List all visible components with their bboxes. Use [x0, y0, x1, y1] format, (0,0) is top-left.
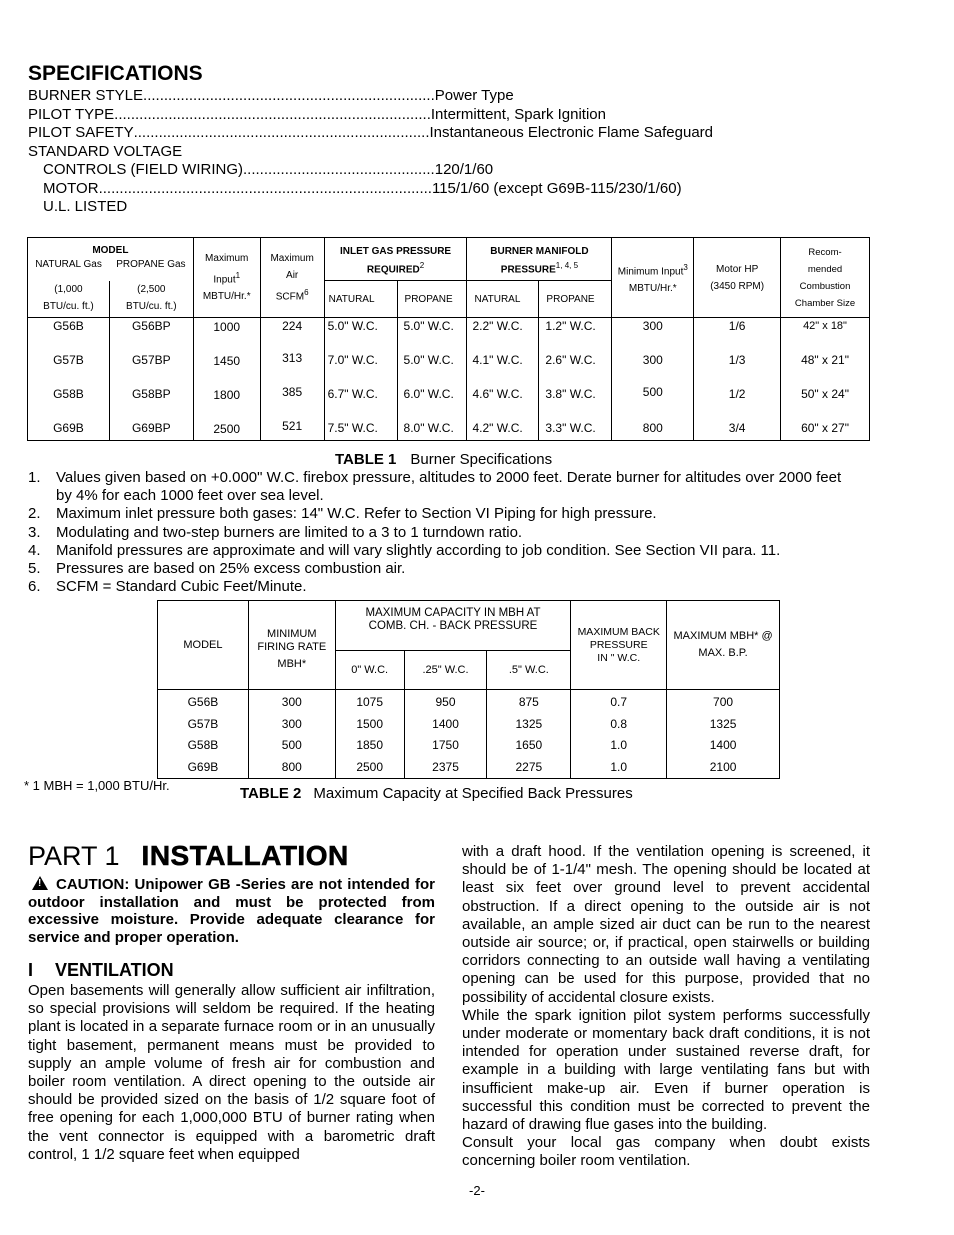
column-min-input [612, 318, 694, 441]
cell: 1450 [213, 354, 241, 369]
spec-row-standard-voltage [28, 143, 888, 162]
part-label: PART 1 [28, 841, 120, 871]
cell: 7.0" W.C. [327, 353, 378, 368]
footnote-ref: 1, 4, 5 [555, 261, 579, 270]
specifications-list [28, 87, 888, 217]
note-text: Modulating and two-step burners are limited to a 3 to 1 turndown ratio. [56, 523, 523, 541]
cell: 7.5" W.C. [327, 421, 378, 436]
spec-label: PILOT SAFETY [28, 124, 134, 141]
table-body-row [158, 690, 780, 779]
cell: 5.0" W.C. [403, 353, 454, 368]
header-max-mbh-1: MAXIMUM MBH* @ [673, 630, 773, 642]
column-max-back [571, 690, 667, 779]
spec-leader: ....................................................................... [133, 124, 430, 141]
paragraph: Consult your local gas company when doubt exists concerning boiler room ventilation. [462, 1134, 870, 1170]
cell: 2500 [213, 422, 241, 437]
cell: 385 [282, 385, 303, 400]
cell: 1850 [356, 738, 384, 752]
cell: 4.2" W.C. [472, 421, 523, 436]
note-number: 1. [28, 469, 41, 486]
spec-value: Instantaneous Electronic Flame Safeguard [429, 124, 713, 141]
header-propane-btu-1: (2,500 [137, 283, 166, 295]
column-min-firing [248, 690, 335, 779]
note-text: SCFM = Standard Cubic Feet/Minute. [56, 578, 307, 596]
cell: 1750 [432, 738, 459, 752]
cell: 1.0 [610, 759, 628, 774]
cell: 6.7" W.C. [327, 387, 378, 402]
header-model: MODEL [158, 601, 249, 690]
note-item [28, 542, 878, 560]
header-model: MODEL [92, 245, 129, 256]
header-max-cap-1: MAXIMUM CAPACITY IN MBH AT [365, 607, 541, 619]
spec-leader: ...................................................................... [143, 87, 435, 104]
cell: 1400 [432, 716, 459, 731]
cell: 60" x 27" [801, 421, 849, 436]
warning-icon: ! [32, 876, 48, 890]
header-inlet-propane: PROPANE [404, 293, 453, 305]
spec-label: STANDARD VOLTAGE [28, 142, 183, 160]
header-max-cap-2: COMB. CH. - BACK PRESSURE [368, 620, 538, 632]
spec-label: PILOT TYPE [28, 105, 115, 123]
note-item [28, 524, 878, 542]
header-max-back-1: MAXIMUM BACK [577, 625, 660, 638]
note-item [28, 578, 878, 596]
note-number: 3. [28, 523, 41, 541]
header-min-firing-1: MINIMUM [267, 628, 317, 640]
cell: 50" x 24" [801, 387, 849, 402]
cell: 1325 [515, 716, 543, 731]
note-text: Values given based on +0.000" W.C. firebox pressure, altitudes to 2000 feet. Derate burner for altitudes over 2000 feet by 4% for each 1000 feet over sea level. [56, 469, 842, 505]
header-max-input-3: MBTU/Hr.* [202, 291, 251, 303]
cell: 1400 [709, 738, 737, 752]
header-bp-5: .5" W.C. [487, 651, 571, 690]
cell: G69B [53, 421, 84, 436]
note-number: 4. [28, 541, 41, 559]
cell: 700 [713, 695, 734, 709]
column-max-input [193, 318, 260, 441]
cell: 500 [642, 385, 663, 400]
cell: 1075 [356, 695, 384, 709]
header-bp-0: 0" W.C. [335, 651, 404, 690]
paragraph: While the spark ignition pilot system performs successfully under moderate or momentary back draft conditions, it is not intended for operation under sustained reverse draft, for example in a building with large ventilating fans but with insufficient make-up air. Even if burner operation is successful this condition must be corrected to prevent the hazard of drawing flue gases into the building. [462, 1006, 870, 1134]
header-propane-gas: PROPANE Gas [116, 259, 186, 270]
cell: G56B [187, 695, 219, 709]
cell: 1650 [515, 738, 543, 752]
spec-row-motor [28, 180, 888, 199]
spec-row-controls [28, 161, 888, 180]
column-natural-models [28, 318, 110, 441]
header-manifold-propane: PROPANE [546, 293, 595, 305]
note-item [28, 469, 878, 505]
cell: 3.3" W.C. [545, 421, 596, 436]
table-header-row [28, 238, 870, 281]
cell: G58B [187, 738, 219, 752]
footnote-ref: 3 [683, 262, 688, 272]
caution-text: CAUTION: Unipower GB -Series are not intended for outdoor installation and must be protected from excessive moisture. Provide adequate clearance for service and proper operation. [28, 876, 435, 946]
header-max-mbh-2: MAX. B.P. [698, 647, 748, 659]
table1-notes [28, 469, 878, 596]
column-cap-25 [404, 690, 487, 779]
cell: 1/2 [728, 387, 746, 402]
cell: 1500 [356, 716, 384, 731]
cell: 300 [642, 353, 663, 368]
cell: G69B [187, 759, 219, 774]
spec-row-pilot-type [28, 106, 888, 125]
header-manifold-1: BURNER MANIFOLD [490, 246, 589, 257]
table-header-row [158, 601, 780, 651]
note-text: Manifold pressures are approximate and will vary slightly according to job condition. See Section VII para. 11. [56, 541, 781, 559]
cell: 2.6" W.C. [545, 353, 596, 368]
cell: 5.0" W.C. [327, 319, 378, 334]
cell: 4.6" W.C. [472, 387, 523, 402]
cell: 42" x 18" [803, 320, 847, 333]
cell: 2.2" W.C. [472, 319, 523, 334]
footnote-ref: 1 [235, 271, 241, 280]
cell: G57BP [131, 353, 171, 368]
header-min-input-1: Minimum Input [617, 265, 684, 277]
cell: 1000 [213, 320, 241, 335]
header-max-input-1: Maximum [205, 253, 249, 264]
section-heading [28, 960, 174, 981]
header-chamber-2: mended [807, 263, 843, 275]
column-manifold-propane [539, 318, 612, 441]
cell: 3/4 [728, 421, 746, 436]
column-manifold-natural [467, 318, 539, 441]
table1-caption [335, 451, 552, 468]
cell: 3.8" W.C. [545, 387, 596, 402]
table2-caption [240, 785, 633, 802]
cell: 521 [282, 419, 303, 434]
header-natural-gas: NATURAL Gas [35, 259, 102, 270]
column-motor-hp [694, 318, 781, 441]
cell: 4.1" W.C. [472, 353, 523, 368]
cell: G56BP [131, 319, 171, 334]
header-chamber-1: Recom- [808, 246, 842, 258]
header-min-input-2: MBTU/Hr.* [628, 282, 677, 294]
cell: 5.0" W.C. [403, 319, 454, 334]
cell: 300 [281, 695, 302, 709]
column-max-air [260, 318, 324, 441]
note-text: Maximum inlet pressure both gases: 14" W.C. Refer to Section VI Piping for high pressure. [56, 505, 657, 523]
header-max-back-3: IN " W.C. [597, 651, 641, 664]
section-title: VENTILATION [55, 960, 174, 980]
caption-label: TABLE 2 [240, 785, 302, 802]
cell: 48" x 21" [801, 353, 849, 368]
spec-label: BURNER STYLE [28, 87, 144, 104]
spec-leader: .............................................. [243, 161, 435, 178]
cell: 6.0" W.C. [403, 387, 454, 402]
table-body-row [28, 318, 870, 441]
mbh-footnote: * 1 MBH = 1,000 BTU/Hr. [24, 778, 170, 793]
cell: 0.8 [610, 716, 628, 731]
cell: G57B [187, 716, 219, 731]
header-max-air-1: Maximum [270, 253, 314, 264]
header-bp-25: .25" W.C. [404, 651, 487, 690]
footnote-ref: 2 [419, 261, 425, 270]
caption-text: Maximum Capacity at Specified Back Pressures [313, 785, 633, 802]
header-motor-1: Motor HP [716, 263, 759, 275]
spec-leader: ............................................................................ [114, 105, 431, 123]
header-natural-btu-1: (1,000 [54, 283, 83, 295]
cell: 2500 [356, 759, 384, 774]
cell: G57B [53, 353, 84, 368]
spec-label: MOTOR [43, 179, 99, 197]
footnote-ref: 6 [304, 288, 309, 297]
cell: 500 [281, 738, 302, 752]
paragraph: with a draft hood. If the ventilation opening is screened, it should be of 1-1/4" mesh. The opening should be located at least six feet over ground level to prevent accidental obstruction. If a direct opening to the outside air is not available, an ample sized air duct can be run to the nearest outside air source; or, if practical, open stairwells or building corridors connecting to an outside wall having a ventilating opening can be used for this purpose, provided that no possibility of accidental closure exists. [462, 843, 870, 1006]
cell: 1.2" W.C. [545, 319, 596, 334]
cell: G58BP [131, 387, 171, 402]
column-cap-5 [487, 690, 571, 779]
header-natural-btu-2: BTU/cu. ft.) [43, 300, 94, 312]
cell: 1/3 [728, 353, 746, 368]
ventilation-text-left: Open basements will generally allow sufficient air infiltration, so special provisions will seldom be required. If the heating plant is located in a separate furnace room or in an unusually tight basement, permanent means must be provided to supply an ample volume of fresh air for combustion and boiler room ventilation. A direct opening to the outside air should be provided sized on the basis of 1/2 square foot of free opening for each 1,000,000 BTU of burner rating when the vent connector is equipped with a barometric draft control, 1 1/2 square feet when equipped [28, 982, 435, 1163]
section-number: I [28, 960, 34, 980]
header-propane-btu-2: BTU/cu. ft.) [126, 300, 177, 312]
note-number: 5. [28, 560, 41, 578]
cell: 1325 [709, 716, 737, 731]
cell: 313 [282, 351, 303, 366]
note-number: 2. [28, 505, 41, 523]
cell: G69BP [131, 421, 171, 436]
cell: 1800 [213, 388, 241, 403]
header-chamber-3: Combustion [799, 280, 851, 292]
header-min-firing-3: MBH* [277, 658, 307, 670]
spec-label: U.L. LISTED [43, 198, 128, 215]
note-item [28, 505, 878, 523]
cell: 2100 [709, 759, 737, 774]
column-models [158, 690, 249, 779]
cell: 2375 [432, 759, 459, 774]
spec-row-burner-style [28, 87, 888, 106]
spec-value: 115/1/60 (except G69B-115/230/1/60) [431, 179, 682, 197]
caption-text: Burner Specifications [410, 451, 553, 468]
cell: 300 [281, 716, 302, 731]
page-number: -2- [469, 1183, 485, 1198]
header-inlet-2: REQUIRED [366, 264, 420, 276]
spec-value: 120/1/60 [434, 161, 494, 178]
caution-notice [28, 876, 435, 946]
part-heading [28, 840, 349, 872]
column-chamber-size [781, 318, 870, 441]
ventilation-text-right [462, 843, 870, 1171]
cell: 300 [642, 319, 663, 334]
cell: G58B [53, 387, 84, 402]
spec-leader: ................................................................................ [98, 179, 432, 197]
cell: 875 [518, 695, 539, 709]
header-min-firing-2: FIRING RATE [257, 641, 327, 653]
spec-row-pilot-safety [28, 124, 888, 143]
cell: 950 [435, 695, 456, 709]
cell: 224 [282, 319, 303, 334]
cell: 1/6 [728, 319, 746, 334]
cell: 0.7 [610, 695, 628, 709]
note-number: 6. [28, 578, 41, 596]
header-manifold-2: PRESSURE [500, 264, 556, 276]
spec-label: CONTROLS (FIELD WIRING) [43, 161, 244, 178]
capacity-table [157, 600, 780, 779]
cell: 8.0" W.C. [403, 421, 454, 436]
header-max-air-3: SCFM [275, 291, 305, 303]
specifications-heading: SPECIFICATIONS [28, 62, 203, 85]
cell: 800 [642, 421, 663, 436]
column-cap-0 [335, 690, 404, 779]
column-max-mbh [667, 690, 780, 779]
header-max-air-2: Air [286, 270, 299, 281]
header-manifold-natural: NATURAL [474, 293, 521, 305]
header-max-input-2: Input [213, 274, 236, 286]
burner-specifications-table [27, 237, 870, 441]
header-inlet-natural: NATURAL [328, 293, 375, 305]
column-propane-models [109, 318, 193, 441]
header-chamber-4: Chamber Size [794, 297, 856, 309]
note-text: Pressures are based on 25% excess combustion air. [56, 560, 406, 578]
cell: 1.0 [610, 738, 628, 752]
spec-value: Intermittent, Spark Ignition [430, 105, 606, 123]
note-item [28, 560, 878, 578]
header-max-back-2: PRESSURE [589, 638, 648, 651]
column-inlet-natural [324, 318, 397, 441]
spec-value: Power Type [434, 87, 514, 104]
part-title: INSTALLATION [141, 840, 349, 871]
header-inlet-1: INLET GAS PRESSURE [339, 246, 452, 257]
cell: 800 [281, 759, 302, 774]
spec-row-ul-listed [28, 198, 888, 217]
cell: 2275 [515, 759, 543, 774]
cell: G56B [53, 319, 84, 334]
header-motor-2: (3450 RPM) [710, 280, 765, 292]
caption-label: TABLE 1 [335, 451, 397, 468]
column-inlet-propane [397, 318, 467, 441]
